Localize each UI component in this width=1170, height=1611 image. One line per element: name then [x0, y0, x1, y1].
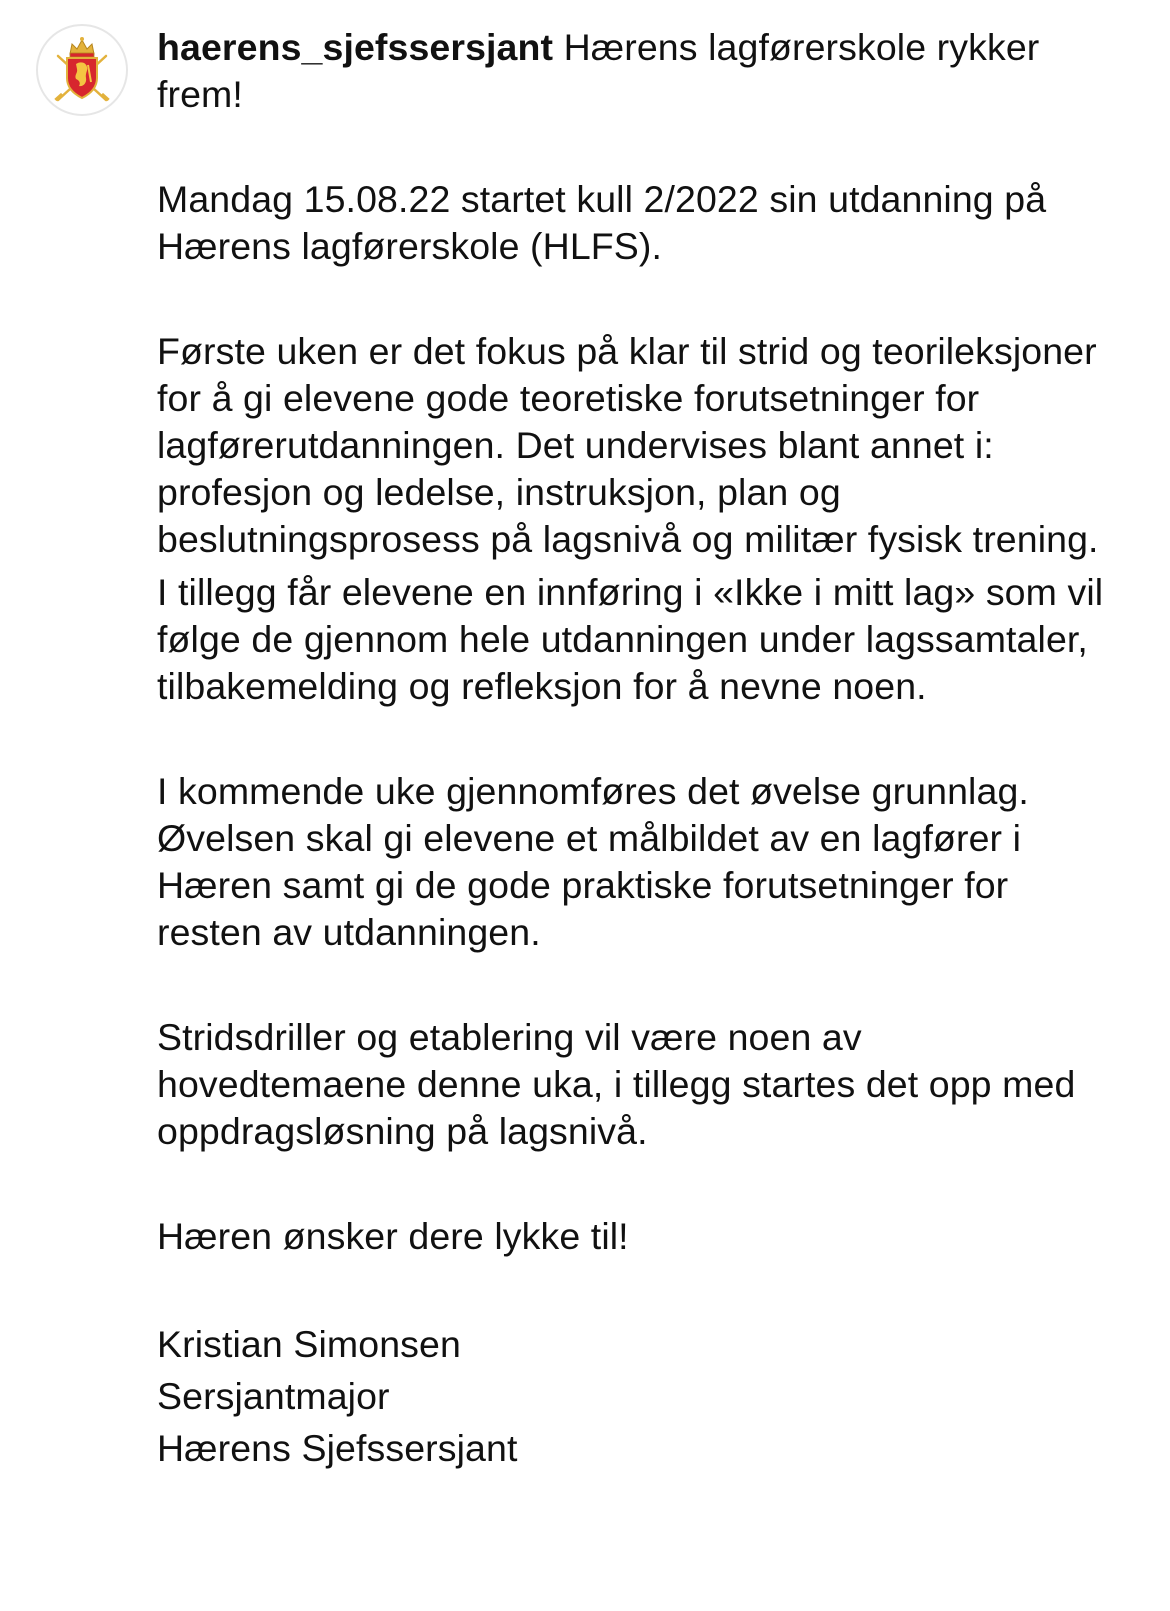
caption-paragraph: I kommende uke gjennomføres det øvelse grunnlag. Øvelsen skal gi elevene et målbildet av en lagfører i Hæren samt gi de gode praktiske forutsetninger for resten av utdanningen.	[157, 770, 1029, 953]
caption-paragraph: Hæren ønsker dere lykke til!	[157, 1215, 629, 1257]
signature-rank: Sersjantmajor	[157, 1375, 390, 1417]
headline-text: Hærens lagførerskole rykker frem!	[157, 26, 1040, 115]
caption-paragraph: Stridsdriller og etablering vil være noen av hovedtemaene denne uka, i tillegg startes det opp med oppdragsløsning på lagsnivå.	[157, 1016, 1076, 1152]
caption-paragraph: Mandag 15.08.22 startet kull 2/2022 sin utdanning på Hærens lagførerskole (HLFS).	[157, 178, 1047, 267]
avatar[interactable]	[36, 24, 128, 116]
signature-name: Kristian Simonsen	[157, 1323, 461, 1365]
army-crest-icon	[50, 34, 114, 106]
username[interactable]: haerens_sjefssersjant	[157, 26, 554, 68]
signature-title: Hærens Sjefssersjant	[157, 1427, 518, 1469]
caption-paragraph: Første uken er det fokus på klar til strid og teorileksjoner for å gi elevene gode teoretiske forutsetninger for lagførerutdanningen. Det undervises blant annet i: profesjon og ledelse, instruksjon, plan og beslutningsprosess på lagsnivå og militær fysisk trening.	[157, 330, 1099, 560]
caption-headline	[157, 24, 1117, 118]
caption	[157, 24, 1117, 1474]
caption-paragraph: I tillegg får elevene en innføring i «Ikke i mitt lag» som vil følge de gjennom hele utdanningen under lagssamtaler, tilbakemelding og refleksjon for å nevne noen.	[157, 571, 1104, 707]
